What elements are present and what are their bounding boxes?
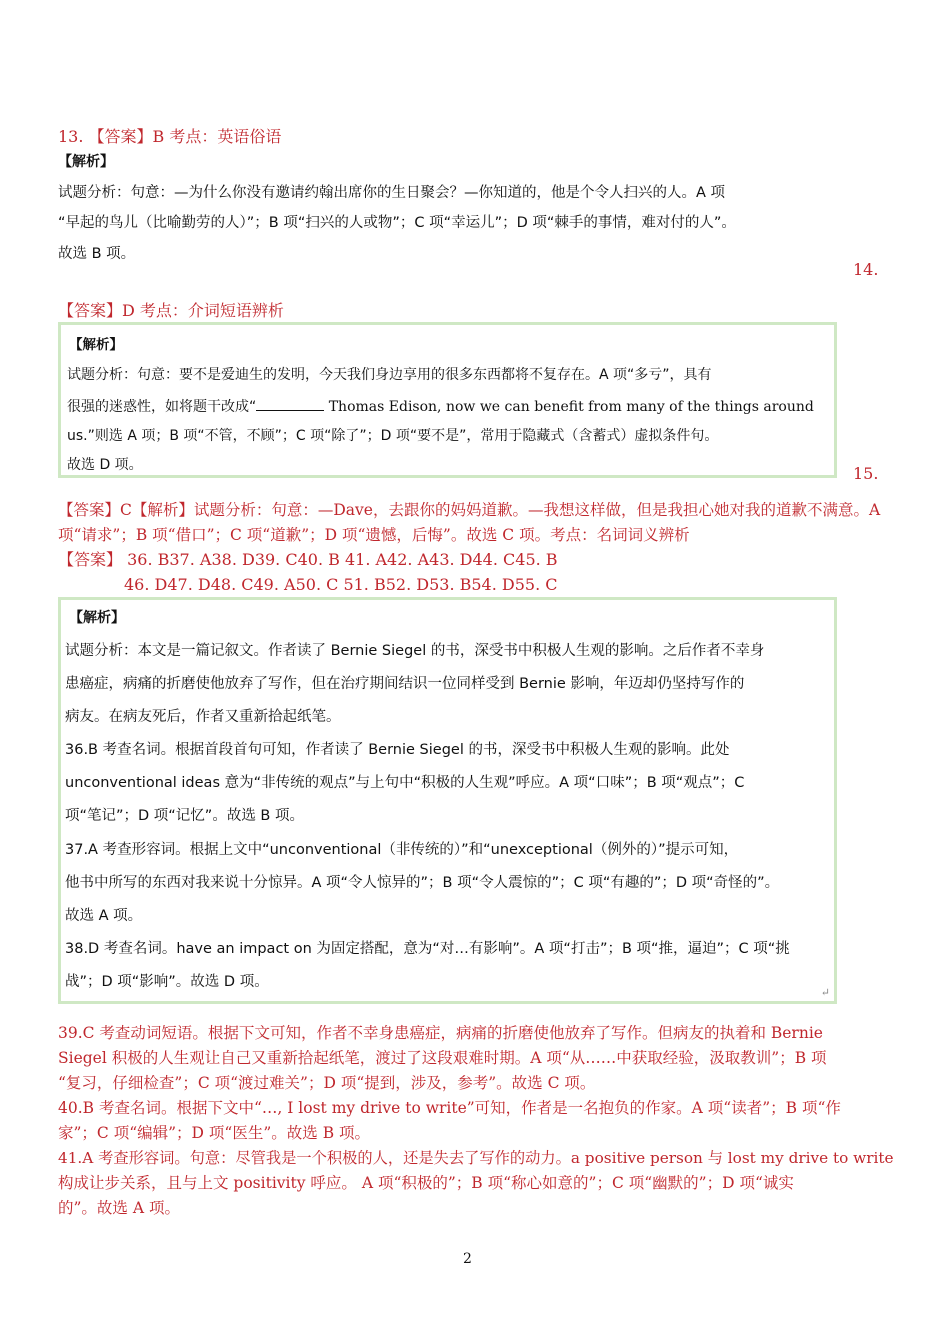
q14-heading: 【答案】D 考点：介词短语辨析 (58, 301, 284, 320)
q14-line-2-text: 很强的迷惑性，如将题干改成“ (67, 399, 257, 415)
cloze-line-2: 患癌症，病痛的折磨使他放弃了写作，但在治疗期间结识一位同样受到 Bernie 影响，年迈却仍坚持写作的 (65, 676, 745, 692)
q15-line-1: 【答案】C【解析】试题分析：句意：—Dave，去跟你的妈妈道歉。—我想这样做，但是我担心她对我的道歉不满意。A (58, 501, 881, 519)
q13-line-1: 试题分析：句意：—为什么你没有邀请约翰出席你的生日聚会？—你知道的，他是个令人扫兴的人。A 项 (58, 185, 726, 201)
q15-number: 15. (853, 464, 879, 483)
cloze-line-3: 病友。在病友死后，作者又重新拾起纸笔。 (65, 709, 341, 725)
cloze-analysis-box (58, 597, 837, 1004)
cloze-line-6: 项“笔记”；D 项“记忆”。故选 B 项。 (65, 808, 304, 824)
cloze-line-9: 故选 A 项。 (65, 908, 143, 924)
cloze-line-10: 38.D 考查名词。have an impact on 为固定搭配，意为“对…有影响”。A 项“打击”；B 项“推，逼迫”；C 项“挑 (65, 941, 790, 957)
q14-box-label: 【解析】 (69, 337, 123, 353)
explanation-line-7: 构成让步关系，且与上文 positivity 呼应。 A 项“积极的”；B 项“称心如意的”；C 项“幽默的”；D 项“诚实 (58, 1174, 794, 1192)
q13-line-3: 故选 B 项。 (58, 246, 136, 262)
q14-number: 14. (853, 260, 879, 279)
return-mark-icon: ↵ (820, 986, 830, 999)
q13-line-2: “早起的鸟儿（比喻勤劳的人）”；B 项“扫兴的人或物”；C 项“幸运儿”；D 项“棘手的事情，难对付的人”。 (58, 215, 736, 231)
cloze-line-11: 战”；D 项“影响”。故选 D 项。 (65, 974, 269, 990)
answers-line-1: 【答案】 36. B37. A38. D39. C40. B 41. A42. A43. D44. C45. B (58, 550, 558, 569)
q14-line-1: 试题分析：句意：要不是爱迪生的发明，今天我们身边享用的很多东西都将不复存在。A 项“多亏”，具有 (67, 367, 712, 383)
cloze-line-4: 36.B 考查名词。根据首段首句可知，作者读了 Bernie Siegel 的书，深受书中积极人生观的影响。此处 (65, 742, 730, 758)
answers-line-2: 46. D47. D48. C49. A50. C 51. B52. D53. B54. D55. C (124, 575, 558, 594)
cloze-box-label: 【解析】 (69, 610, 125, 626)
q14-fill-blank (256, 398, 324, 411)
explanation-line-2: Siegel 积极的人生观让自己又重新拾起纸笔，渡过了这段艰难时期。A 项“从……中获取经验，汲取教训”；B 项 (58, 1049, 827, 1067)
q14-analysis-box (58, 322, 837, 478)
q14-line-4: 故选 D 项。 (67, 457, 143, 473)
explanation-line-3: “复习，仔细检查”；C 项“渡过难关”；D 项“提到，涉及，参考”。故选 C 项。 (58, 1074, 596, 1092)
explanation-line-8: 的”。故选 A 项。 (58, 1199, 180, 1217)
explanation-line-6: 41.A 考查形容词。句意：尽管我是一个积极的人，还是失去了写作的动力。a positive person 与 lost my drive to write (58, 1149, 894, 1167)
cloze-line-8: 他书中所写的东西对我来说十分惊异。A 项“令人惊异的”；B 项“令人震惊的”；C 项“有趣的”；D 项“奇怪的”。 (65, 875, 780, 891)
q13-heading: 13. 【答案】B 考点：英语俗语 (58, 127, 282, 146)
explanation-line-5: 家”；C 项“编辑”；D 项“医生”。故选 B 项。 (58, 1124, 371, 1142)
q14-line-3: us.”则选 A 项；B 项“不管，不顾”；C 项“除了”；D 项“要不是”，常用于隐藏式（含蓄式）虚拟条件句。 (67, 428, 719, 444)
q15-line-2: 项“请求”；B 项“借口”；C 项“道歉”；D 项“遗憾，后悔”。故选 C 项。考点：名词词义辨析 (58, 526, 690, 544)
cloze-line-5: unconventional ideas 意为“非传统的观点”与上句中“积极的人生观”呼应。A 项“口味”；B 项“观点”；C (65, 775, 745, 791)
q13-analysis-label: 【解析】 (58, 154, 114, 170)
page-number: 2 (463, 1251, 472, 1267)
cloze-line-1: 试题分析：本文是一篇记叙文。作者读了 Bernie Siegel 的书，深受书中积极人生观的影响。之后作者不幸身 (65, 643, 765, 659)
explanation-line-1: 39.C 考查动词短语。根据下文可知，作者不幸身患癌症，病痛的折磨使他放弃了写作。但病友的执着和 Bernie (58, 1024, 823, 1042)
cloze-line-7: 37.A 考查形容词。根据上文中“unconventional（非传统的）”和“unexceptional（例外的）”提示可知， (65, 842, 739, 858)
q14-line-2-english: Thomas Edison, now we can benefit from many of the things around (324, 399, 814, 415)
q14-line-2 (67, 396, 814, 417)
explanation-line-4: 40.B 考查名词。根据下文中“…, I lost my drive to write”可知，作者是一名抱负的作家。A 项“读者”；B 项“作 (58, 1099, 841, 1117)
